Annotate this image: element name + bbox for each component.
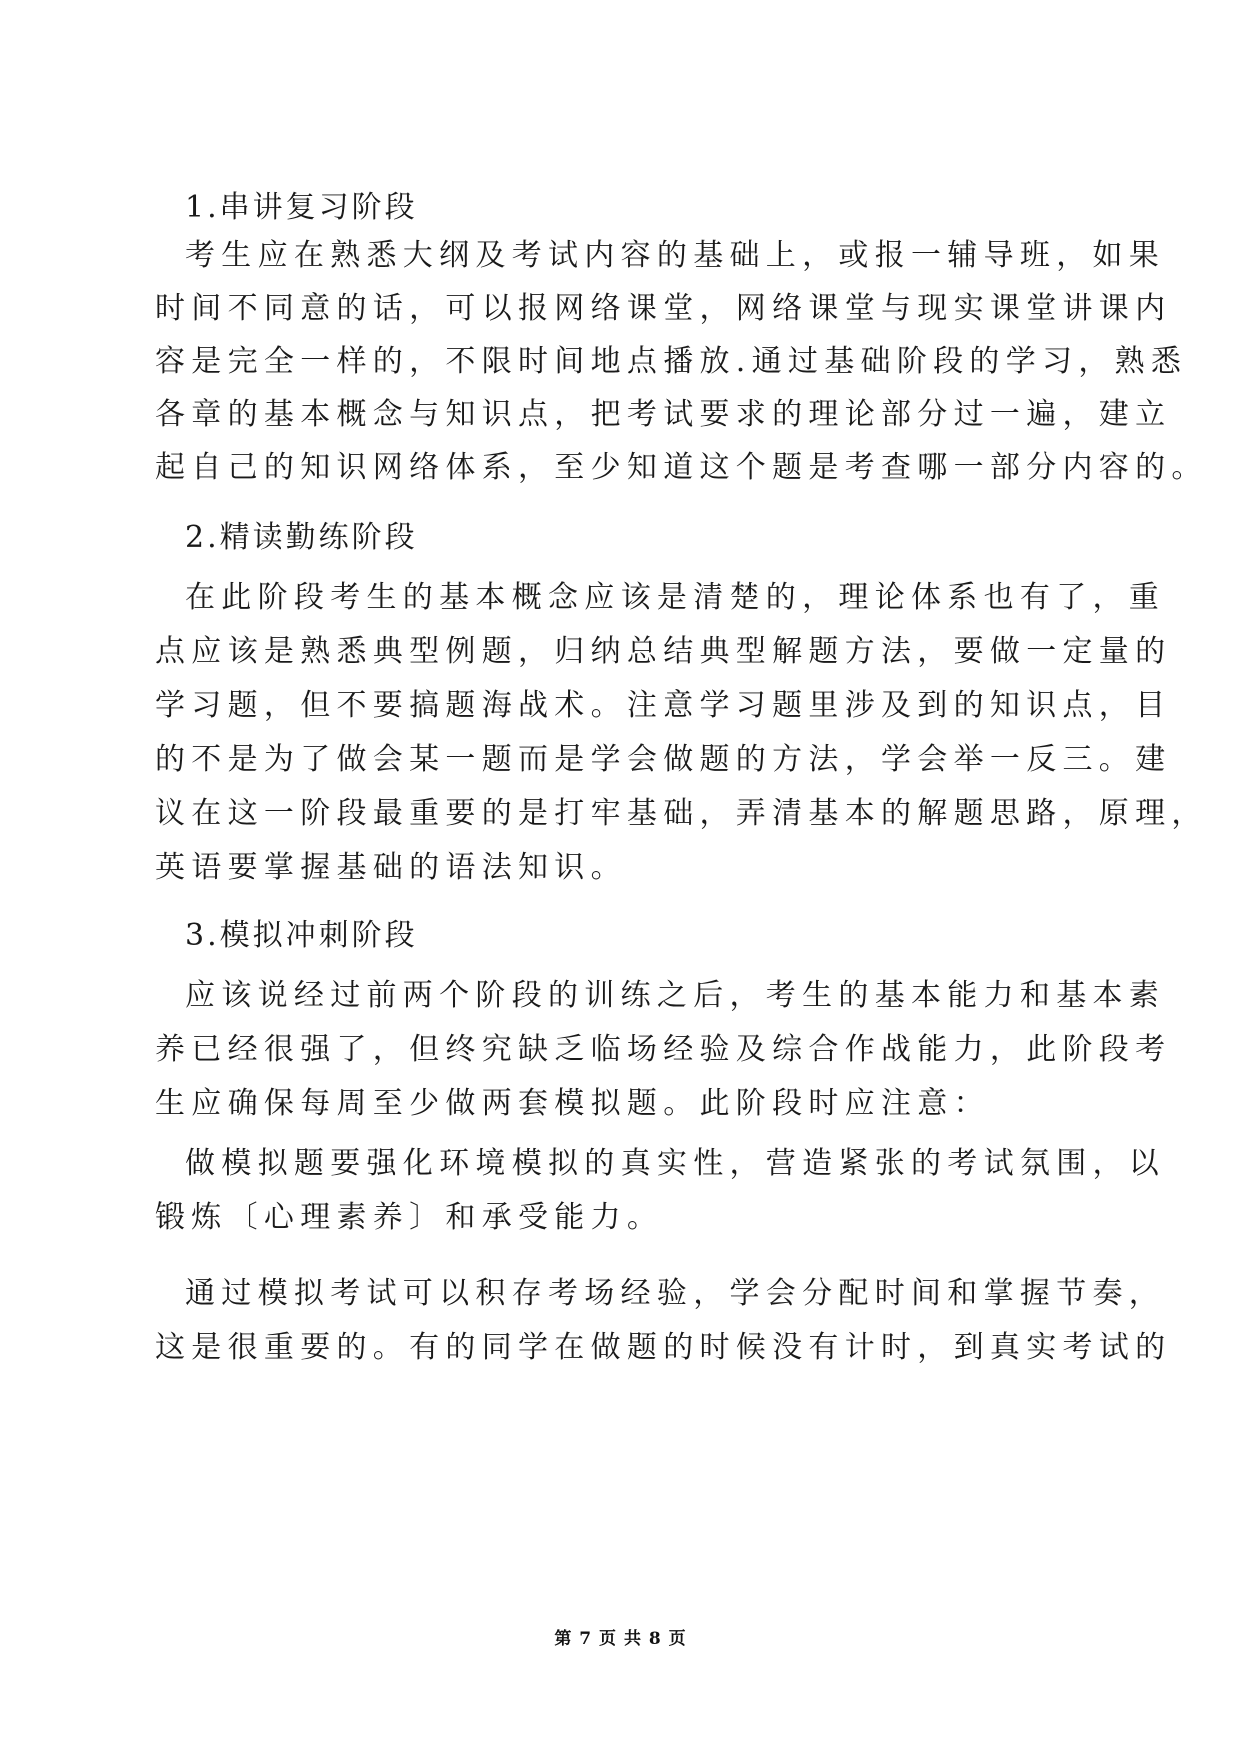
paragraph-line: 容是完全一样的，不限时间地点播放.通过基础阶段的学习，熟悉 (155, 344, 1188, 379)
paragraph-line: 点应该是熟悉典型例题，归纳总结典型解题方法，要做一定量的 (155, 634, 1172, 669)
paragraph-line: 通过模拟考试可以积存考场经验，学会分配时间和掌握节奏， (185, 1276, 1166, 1311)
paragraph-line: 学习题，但不要搞题海战术。注意学习题里涉及到的知识点，目 (155, 688, 1172, 723)
paragraph-line: 在此阶段考生的基本概念应该是清楚的，理论体系也有了，重 (185, 580, 1166, 615)
paragraph-line: 议在这一阶段最重要的是打牢基础，弄清基本的解题思路，原理， (155, 796, 1208, 831)
section-heading-2: 2.精读勤练阶段 (185, 520, 418, 555)
paragraph-line: 起自己的知识网络体系，至少知道这个题是考查哪一部分内容的。 (155, 450, 1208, 485)
paragraph-line: 生应确保每周至少做两套模拟题。此阶段时应注意： (155, 1086, 990, 1121)
section-heading-1: 1.串讲复习阶段 (185, 190, 418, 225)
paragraph-line: 英语要掌握基础的语法知识。 (155, 850, 627, 885)
paragraph-line: 应该说经过前两个阶段的训练之后，考生的基本能力和基本素 (185, 978, 1166, 1013)
paragraph-line: 锻炼〔心理素养〕和承受能力。 (155, 1200, 664, 1235)
page-number-footer: 第 7 页 共 8 页 (554, 1629, 687, 1649)
paragraph-line: 这是很重要的。有的同学在做题的时候没有计时，到真实考试的 (155, 1330, 1172, 1365)
paragraph-line: 各章的基本概念与知识点，把考试要求的理论部分过一遍，建立 (155, 397, 1172, 432)
paragraph-line: 的不是为了做会某一题而是学会做题的方法，学会举一反三。建 (155, 742, 1172, 777)
paragraph-line: 做模拟题要强化环境模拟的真实性，营造紧张的考试氛围，以 (185, 1146, 1166, 1181)
paragraph-line: 时间不同意的话，可以报网络课堂，网络课堂与现实课堂讲课内 (155, 291, 1172, 326)
paragraph-line: 养已经很强了，但终究缺乏临场经验及综合作战能力，此阶段考 (155, 1032, 1172, 1067)
paragraph-line: 考生应在熟悉大纲及考试内容的基础上，或报一辅导班，如果 (185, 238, 1166, 273)
section-heading-3: 3.模拟冲刺阶段 (185, 918, 418, 953)
